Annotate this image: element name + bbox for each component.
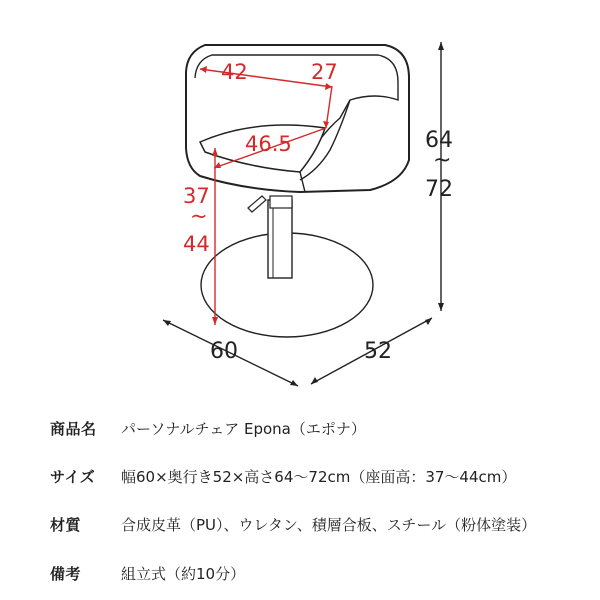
label-seat-height-max: 44 xyxy=(183,232,210,256)
spec-row-size xyxy=(0,466,600,496)
spec-row-notes xyxy=(0,563,600,593)
spec-value: パーソナルチェア Epona（エポナ） xyxy=(121,420,366,438)
spec-row-product-name xyxy=(0,418,600,448)
chair-cylinder xyxy=(268,200,292,278)
spec-value: 組立式（約10分） xyxy=(121,565,246,583)
spec-label: 備考 xyxy=(50,565,82,583)
label-depth: 52 xyxy=(364,339,392,364)
spec-label: 材質 xyxy=(50,516,82,534)
label-seat-height-tilde: ~ xyxy=(190,204,208,228)
spec-value: 合成皮革（PU）、ウレタン、積層合板、スチール（粉体塗装） xyxy=(121,516,537,534)
label-total-height-max: 72 xyxy=(425,177,453,202)
chair-collar xyxy=(270,196,292,208)
label-width: 60 xyxy=(210,339,238,364)
spec-label: 商品名 xyxy=(50,420,97,438)
chair-lever xyxy=(248,196,266,212)
label-seat-depth: 46.5 xyxy=(245,132,292,156)
spec-row-material xyxy=(0,514,600,544)
label-seat-height-min: 37 xyxy=(183,184,210,208)
spec-value: 幅60×奥行き52×高さ64〜72cm（座面高：37〜44cm） xyxy=(121,468,517,486)
label-inner-width: 42 xyxy=(221,60,248,84)
label-total-height-min: 64 xyxy=(425,128,453,153)
label-total-height-tilde: ~ xyxy=(433,148,452,173)
spec-label: サイズ xyxy=(50,468,96,486)
label-inner-depth: 27 xyxy=(311,60,338,84)
